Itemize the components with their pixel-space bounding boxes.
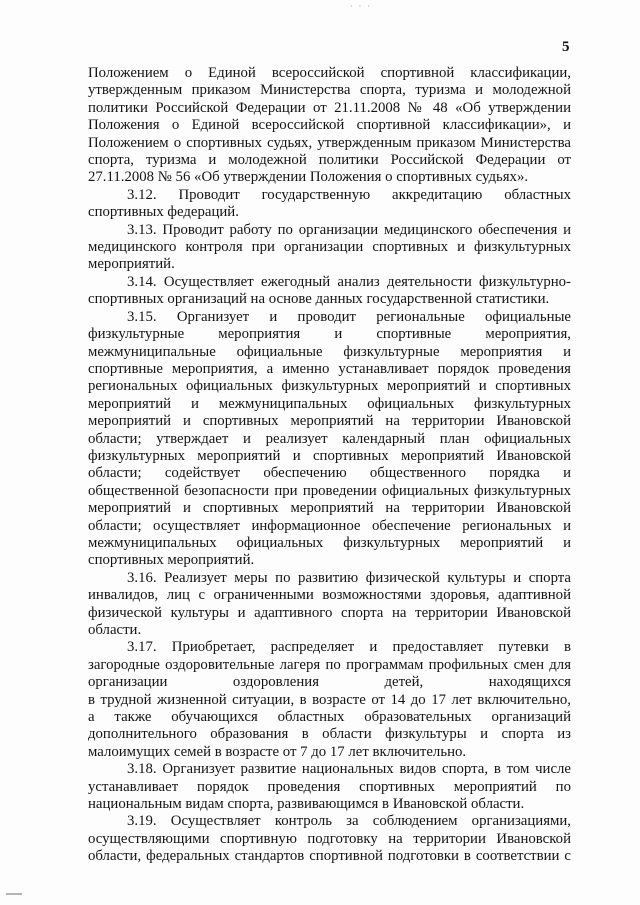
text-line: 3.19. Осуществляет контроль за соблюдением организациями, — [127, 813, 571, 830]
text-line: области; утверждает и реализует календарный план официальных — [88, 430, 571, 447]
text-line: 3.13. Проводит работу по организации медицинского обеспечения и — [127, 221, 571, 238]
text-line: в трудной жизненной ситуации, в возрасте от 14 до 17 лет включительно, — [88, 691, 571, 708]
text-line: а также обучающихся областных образовательных организаций — [88, 709, 571, 726]
text-line: устанавливает порядок проведения спортивных мероприятий по — [88, 778, 571, 795]
text-line: мероприятий и межмуниципальных официальных физкультурных — [88, 395, 571, 412]
text-line: спортивных организаций на основе данных государственной статистики. — [88, 291, 550, 308]
text-line: медицинского контроля при организации спортивных и физкультурных — [88, 239, 571, 256]
text-line: физкультурных мероприятий и спортивных мероприятий Ивановской — [88, 447, 571, 464]
text-line: спортивных мероприятий. — [88, 552, 255, 569]
text-line: малоимущих семей в возрасте от 7 до 17 лет включительно. — [88, 743, 467, 760]
text-line: 3.14. Осуществляет ежегодный анализ деятельности физкультурно- — [127, 273, 571, 290]
text-line: физической культуры и адаптивного спорта на территории Ивановской — [88, 604, 571, 621]
page-number: 5 — [562, 39, 570, 55]
text-line: 3.12. Проводит государственную аккредитацию областных — [127, 186, 571, 203]
text-line: региональных официальных физкультурных мероприятий и спортивных — [88, 378, 571, 395]
text-line: Положением о Единой всероссийской спортивной классификации, — [88, 65, 571, 81]
text-line: 3.16. Реализует меры по развитию физической культуры и спорта — [127, 569, 571, 586]
top-scan-marks: · · · — [350, 2, 372, 11]
paragraph-continuation — [88, 65, 571, 187]
text-line: национальным видам спорта, развивающимся в Ивановской области. — [88, 796, 525, 813]
text-line: физкультурные мероприятия и спортивные мероприятия, — [88, 326, 571, 343]
paragraph-p3-19 — [88, 813, 571, 865]
text-line: инвалидов, лиц с ограниченными возможностями здоровья, адаптивной — [88, 587, 571, 604]
text-line: области; содействует обеспечению общественного порядка и — [88, 465, 571, 482]
text-line: мероприятий и спортивных мероприятий на территории Ивановской — [88, 413, 571, 430]
scan-edge-mark — [6, 893, 22, 895]
paragraph-p3-14 — [88, 274, 571, 309]
paragraph-p3-17 — [88, 639, 571, 761]
text-line: спортивных федераций. — [88, 204, 239, 221]
text-line: утвержденным приказом Министерства спорта, туризма и молодежной — [88, 82, 571, 99]
paragraph-p3-16 — [88, 570, 571, 640]
text-line: мероприятий и спортивных мероприятий на территории Ивановской — [88, 500, 571, 517]
text-line: 3.15. Организует и проводит региональные официальные — [127, 308, 571, 325]
text-line: осуществляющими спортивную подготовку на территории Ивановской — [88, 830, 571, 847]
text-line: области; осуществляет информационное обеспечение региональных и — [88, 517, 571, 534]
text-line: общественной безопасности при проведении официальных физкультурных — [88, 482, 571, 499]
paragraph-p3-15 — [88, 309, 571, 570]
text-line: 27.11.2008 № 56 «Об утверждении Положения о спортивных судьях». — [88, 169, 529, 186]
text-line: мероприятий. — [88, 256, 175, 273]
paragraph-p3-13 — [88, 222, 571, 274]
text-line: области. — [88, 622, 142, 638]
text-line: межмуниципальные официальные физкультурные мероприятия и — [88, 343, 571, 360]
text-line: 3.17. Приобретает, распределяет и предоставляет путевки в — [127, 639, 571, 656]
text-line: области, федеральных стандартов спортивной подготовки в соответствии с — [88, 848, 571, 865]
text-line: спортивные мероприятия, а именно устанавливает порядок проведения — [88, 360, 571, 377]
paragraph-p3-12 — [88, 187, 571, 222]
text-line: Положения о Единой всероссийской спортивной классификации», и — [88, 117, 571, 134]
text-line: политики Российской Федерации от 21.11.2008 № 48 «Об утверждении — [88, 99, 571, 116]
paragraph-p3-18 — [88, 761, 571, 813]
text-line: загородные оздоровительные лагеря по программам профильных смен для — [88, 656, 571, 673]
body-text — [88, 65, 571, 866]
text-line: организации оздоровления детей, находящихся — [88, 674, 571, 691]
text-line: спорта, туризма и молодежной политики Российской Федерации от — [88, 152, 571, 169]
text-line: межмуниципальных официальных физкультурных мероприятий и — [88, 534, 571, 551]
text-line: Положением о спортивных судьях, утвержденным приказом Министерства — [88, 134, 571, 151]
text-line: 3.18. Организует развитие национальных видов спорта, в том числе — [127, 761, 571, 778]
text-line: дополнительного образования в области физкультуры и спорта из — [88, 726, 571, 743]
